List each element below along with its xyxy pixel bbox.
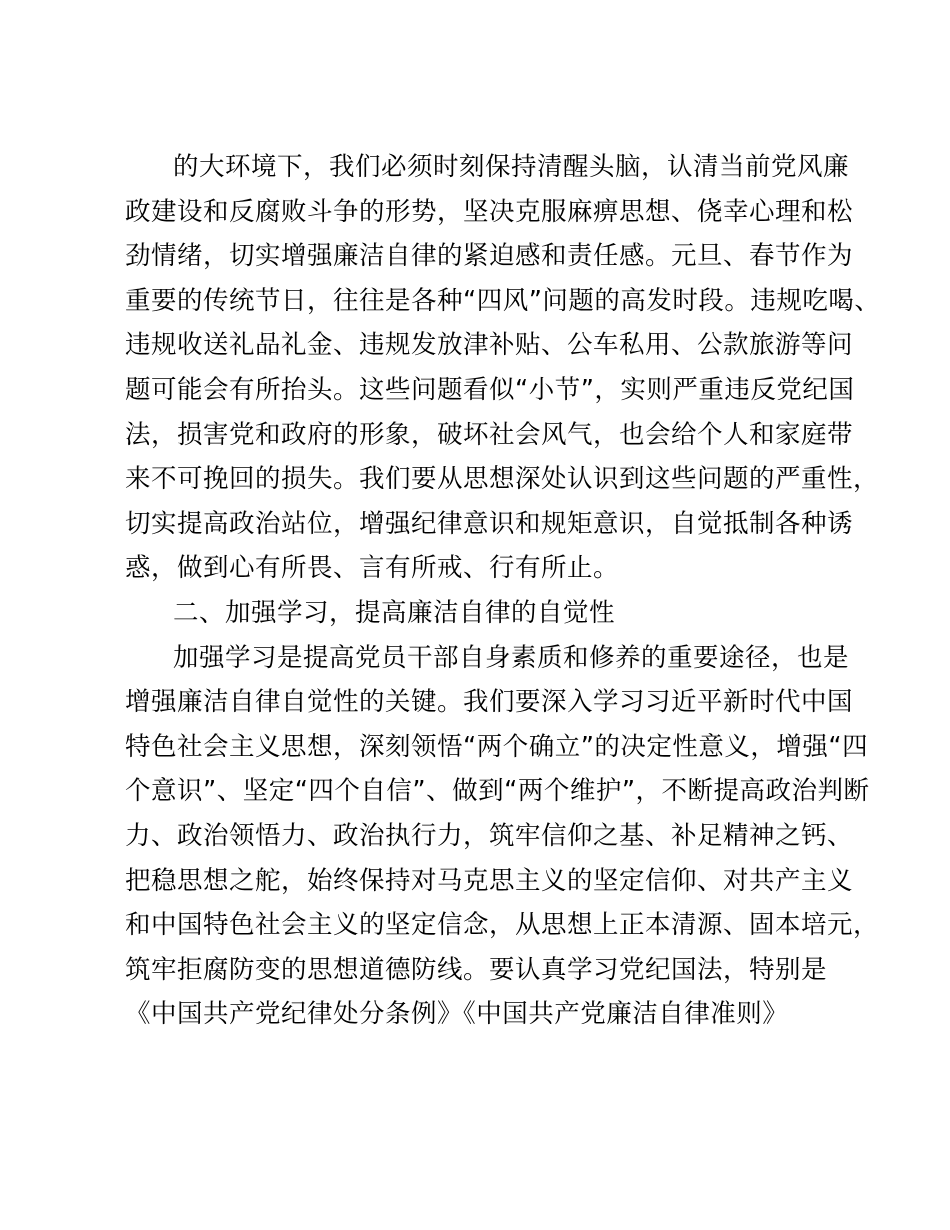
paragraph-line: 特色社会主义思想，深刻领悟“两个确立”的决定性意义，增强“四 xyxy=(125,731,869,762)
paragraph-line: 政建设和反腐败斗争的形势，坚决克服麻痹思想、侥幸心理和松 xyxy=(125,196,854,227)
paragraph-line: 把稳思想之舵，始终保持对马克思主义的坚定信仰、对共产主义 xyxy=(125,865,854,896)
paragraph-line: 《中国共产党纪律处分条例》《中国共产党廉洁自律准则》 xyxy=(125,999,789,1030)
paragraph-line: 重要的传统节日，往往是各种“四风”问题的高发时段。违规吃喝、 xyxy=(125,285,881,316)
paragraph-line: 切实提高政治站位，增强纪律意识和规矩意识，自觉抵制各种诱 xyxy=(125,508,854,539)
paragraph-line: 力、政治领悟力、政治执行力，筑牢信仰之基、补足精神之钙、 xyxy=(125,820,854,851)
section-heading: 二、加强学习，提高廉洁自律的自觉性 xyxy=(173,597,616,628)
paragraph-line: 惑，做到心有所畏、言有所戒、行有所止。 xyxy=(125,553,620,584)
paragraph-line: 的大环境下，我们必须时刻保持清醒头脑，认清当前党风廉 xyxy=(173,152,850,182)
paragraph-line: 加强学习是提高党员干部自身素质和修养的重要途径，也是 xyxy=(173,642,850,673)
paragraph-line: 个意识”、坚定“四个自信”、做到“两个维护”，不断提高政治判断 xyxy=(125,776,870,807)
paragraph-line: 法，损害党和政府的形象，破坏社会风气，也会给个人和家庭带 xyxy=(125,419,854,450)
paragraph-line: 题可能会有所抬头。这些问题看似“小节”，实则严重违反党纪国 xyxy=(125,374,855,405)
paragraph-line: 筑牢拒腐防变的思想道德防线。要认真学习党纪国法，特别是 xyxy=(125,954,828,985)
paragraph-line: 和中国特色社会主义的坚定信念，从思想上正本清源、固本培元， xyxy=(125,910,880,941)
paragraph-line: 劲情绪，切实增强廉洁自律的紧迫感和责任感。元旦、春节作为 xyxy=(125,241,854,272)
paragraph-line: 违规收送礼品礼金、违规发放津补贴、公车私用、公款旅游等问 xyxy=(125,330,854,361)
document-body xyxy=(125,145,881,1037)
paragraph-line: 来不可挽回的损失。我们要从思想深处认识到这些问题的严重性， xyxy=(125,464,880,495)
paragraph-line: 增强廉洁自律自觉性的关键。我们要深入学习习近平新时代中国 xyxy=(125,687,854,718)
